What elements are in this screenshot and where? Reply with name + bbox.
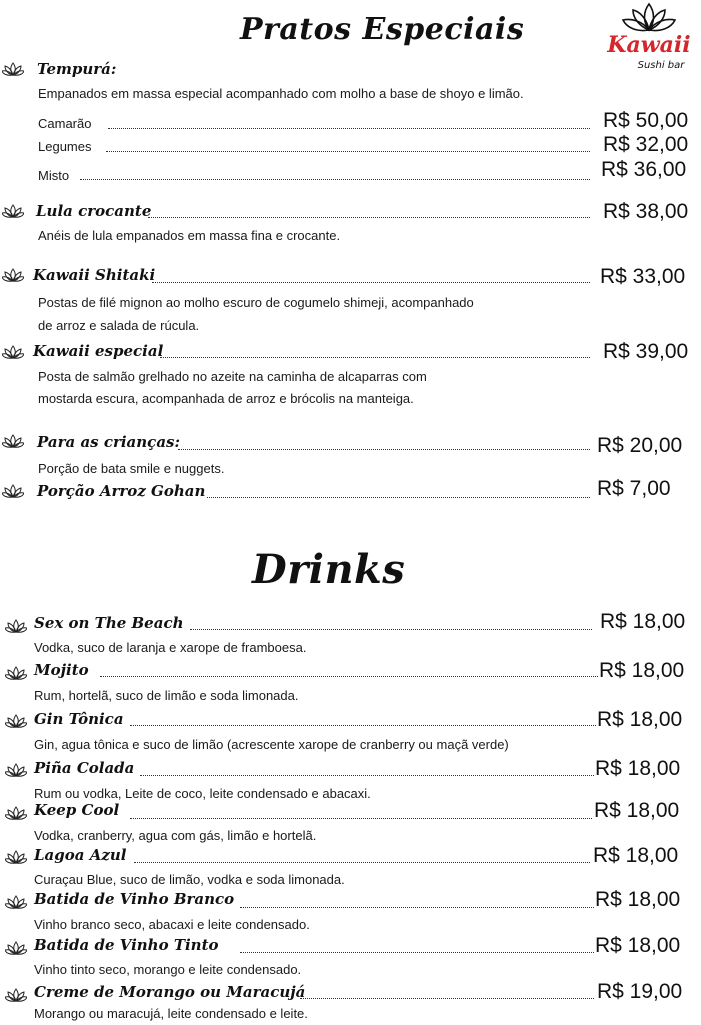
lotus-icon bbox=[5, 988, 27, 1002]
tempura-desc: Empanados em massa especial acompanhado com molho a base de shoyo e limão. bbox=[38, 86, 524, 101]
lotus-icon bbox=[5, 619, 27, 633]
lotus-icon bbox=[5, 714, 27, 728]
lotus-icon bbox=[2, 345, 24, 359]
lotus-logo-icon bbox=[623, 4, 675, 31]
tempura-name: Tempurá: bbox=[37, 60, 117, 78]
dot-leader bbox=[240, 952, 594, 953]
drink-desc: Vodka, cranberry, agua com gás, limão e hortelã. bbox=[34, 828, 317, 843]
drink-desc: Vodka, suco de laranja e xarope de framboesa. bbox=[34, 640, 307, 655]
lotus-icon bbox=[2, 204, 24, 218]
drink-desc: Vinho tinto seco, morango e leite condensado. bbox=[34, 962, 302, 977]
lotus-icon bbox=[5, 806, 27, 820]
kawaii-logo bbox=[603, 2, 695, 74]
drink-price: R$ 19,00 bbox=[597, 980, 683, 1003]
lotus-icon bbox=[2, 268, 24, 282]
drink-name: Batida de Vinho Tinto bbox=[34, 936, 219, 954]
item-name: Lula crocante bbox=[36, 202, 152, 220]
item-desc: Posta de salmão grelhado no azeite na caminha de alcaparras com bbox=[38, 369, 427, 384]
pratos-especiais-title: Pratos Especiais bbox=[240, 12, 525, 47]
drink-desc: Curaçau Blue, suco de limão, vodka e soda limonada. bbox=[34, 872, 345, 887]
dot-leader bbox=[178, 449, 590, 450]
drink-name: Creme de Morango ou Maracujá bbox=[34, 983, 306, 1001]
lotus-icon bbox=[5, 666, 27, 680]
drinks-title: Drinks bbox=[252, 546, 406, 593]
dot-leader bbox=[80, 179, 590, 180]
drink-name: Gin Tônica bbox=[34, 710, 124, 728]
item-name: Kawaii Shitaki bbox=[33, 266, 156, 284]
item-price: R$ 33,00 bbox=[600, 265, 686, 288]
drink-desc: Rum, hortelã, suco de limão e soda limonada. bbox=[34, 688, 299, 703]
item-price: R$ 39,00 bbox=[603, 340, 689, 363]
lotus-icon bbox=[2, 62, 24, 76]
lotus-icon bbox=[5, 763, 27, 777]
dot-leader bbox=[130, 818, 592, 819]
dot-leader bbox=[148, 217, 590, 218]
item-desc: mostarda escura, acompanhada de arroz e brócolis na manteiga. bbox=[38, 391, 414, 406]
lotus-icon bbox=[2, 484, 24, 498]
drink-desc: Morango ou maracujá, leite condensado e leite. bbox=[34, 1006, 308, 1021]
lotus-icon bbox=[5, 850, 27, 864]
dot-leader bbox=[240, 907, 594, 908]
dot-leader bbox=[160, 357, 590, 358]
drink-desc: Vinho branco seco, abacaxi e leite condensado. bbox=[34, 917, 310, 932]
drink-name: Sex on The Beach bbox=[34, 614, 184, 632]
drink-name: Mojito bbox=[34, 661, 89, 679]
lotus-icon bbox=[5, 895, 27, 909]
tempura-option-label: Legumes bbox=[38, 139, 92, 154]
dot-leader bbox=[108, 128, 590, 129]
tempura-option-price: R$ 36,00 bbox=[601, 158, 687, 181]
drink-price: R$ 18,00 bbox=[593, 844, 679, 867]
drink-price: R$ 18,00 bbox=[599, 659, 685, 682]
item-name: Kawaii especial bbox=[33, 342, 164, 360]
drink-price: R$ 18,00 bbox=[600, 610, 686, 633]
logo-tagline-text: Sushi bar bbox=[637, 60, 685, 71]
dot-leader bbox=[140, 775, 594, 776]
item-name: Porção Arroz Gohan bbox=[37, 482, 206, 500]
item-desc: Anéis de lula empanados em massa fina e crocante. bbox=[38, 228, 341, 243]
dot-leader bbox=[134, 862, 590, 863]
drink-name: Batida de Vinho Branco bbox=[34, 890, 235, 908]
item-desc: Porção de bata smile e nuggets. bbox=[38, 461, 225, 476]
drink-name: Piña Colada bbox=[34, 759, 135, 777]
item-price: R$ 38,00 bbox=[603, 200, 689, 223]
dot-leader bbox=[106, 151, 590, 152]
drink-name: Lagoa Azul bbox=[34, 846, 127, 864]
logo-brand-text: Kawaii bbox=[607, 32, 691, 58]
lotus-icon bbox=[2, 434, 24, 448]
dot-leader bbox=[300, 998, 594, 999]
item-price: R$ 7,00 bbox=[597, 477, 671, 500]
item-desc: Postas de filé mignon ao molho escuro de cogumelo shimeji, acompanhado bbox=[38, 295, 474, 310]
dot-leader bbox=[152, 282, 590, 283]
dot-leader bbox=[130, 725, 596, 726]
drink-price: R$ 18,00 bbox=[595, 888, 681, 911]
drink-price: R$ 18,00 bbox=[595, 934, 681, 957]
drink-price: R$ 18,00 bbox=[597, 708, 683, 731]
tempura-option-price: R$ 32,00 bbox=[603, 133, 689, 156]
tempura-option-label: Camarão bbox=[38, 116, 92, 131]
item-desc: de arroz e salada de rúcula. bbox=[38, 318, 200, 333]
drink-name: Keep Cool bbox=[34, 801, 120, 819]
tempura-option-label: Misto bbox=[38, 168, 70, 183]
drink-desc: Gin, agua tônica e suco de limão (acrescente xarope de cranberry ou maçã verde) bbox=[34, 737, 509, 752]
dot-leader bbox=[207, 497, 590, 498]
drink-price: R$ 18,00 bbox=[595, 757, 681, 780]
drink-desc: Rum ou vodka, Leite de coco, leite condensado e abacaxi. bbox=[34, 786, 371, 801]
tempura-option-price: R$ 50,00 bbox=[603, 109, 689, 132]
dot-leader bbox=[190, 629, 592, 630]
lotus-icon bbox=[5, 941, 27, 955]
drink-price: R$ 18,00 bbox=[594, 799, 680, 822]
item-price: R$ 20,00 bbox=[597, 434, 683, 457]
item-name: Para as crianças: bbox=[37, 433, 181, 451]
dot-leader bbox=[100, 676, 598, 677]
